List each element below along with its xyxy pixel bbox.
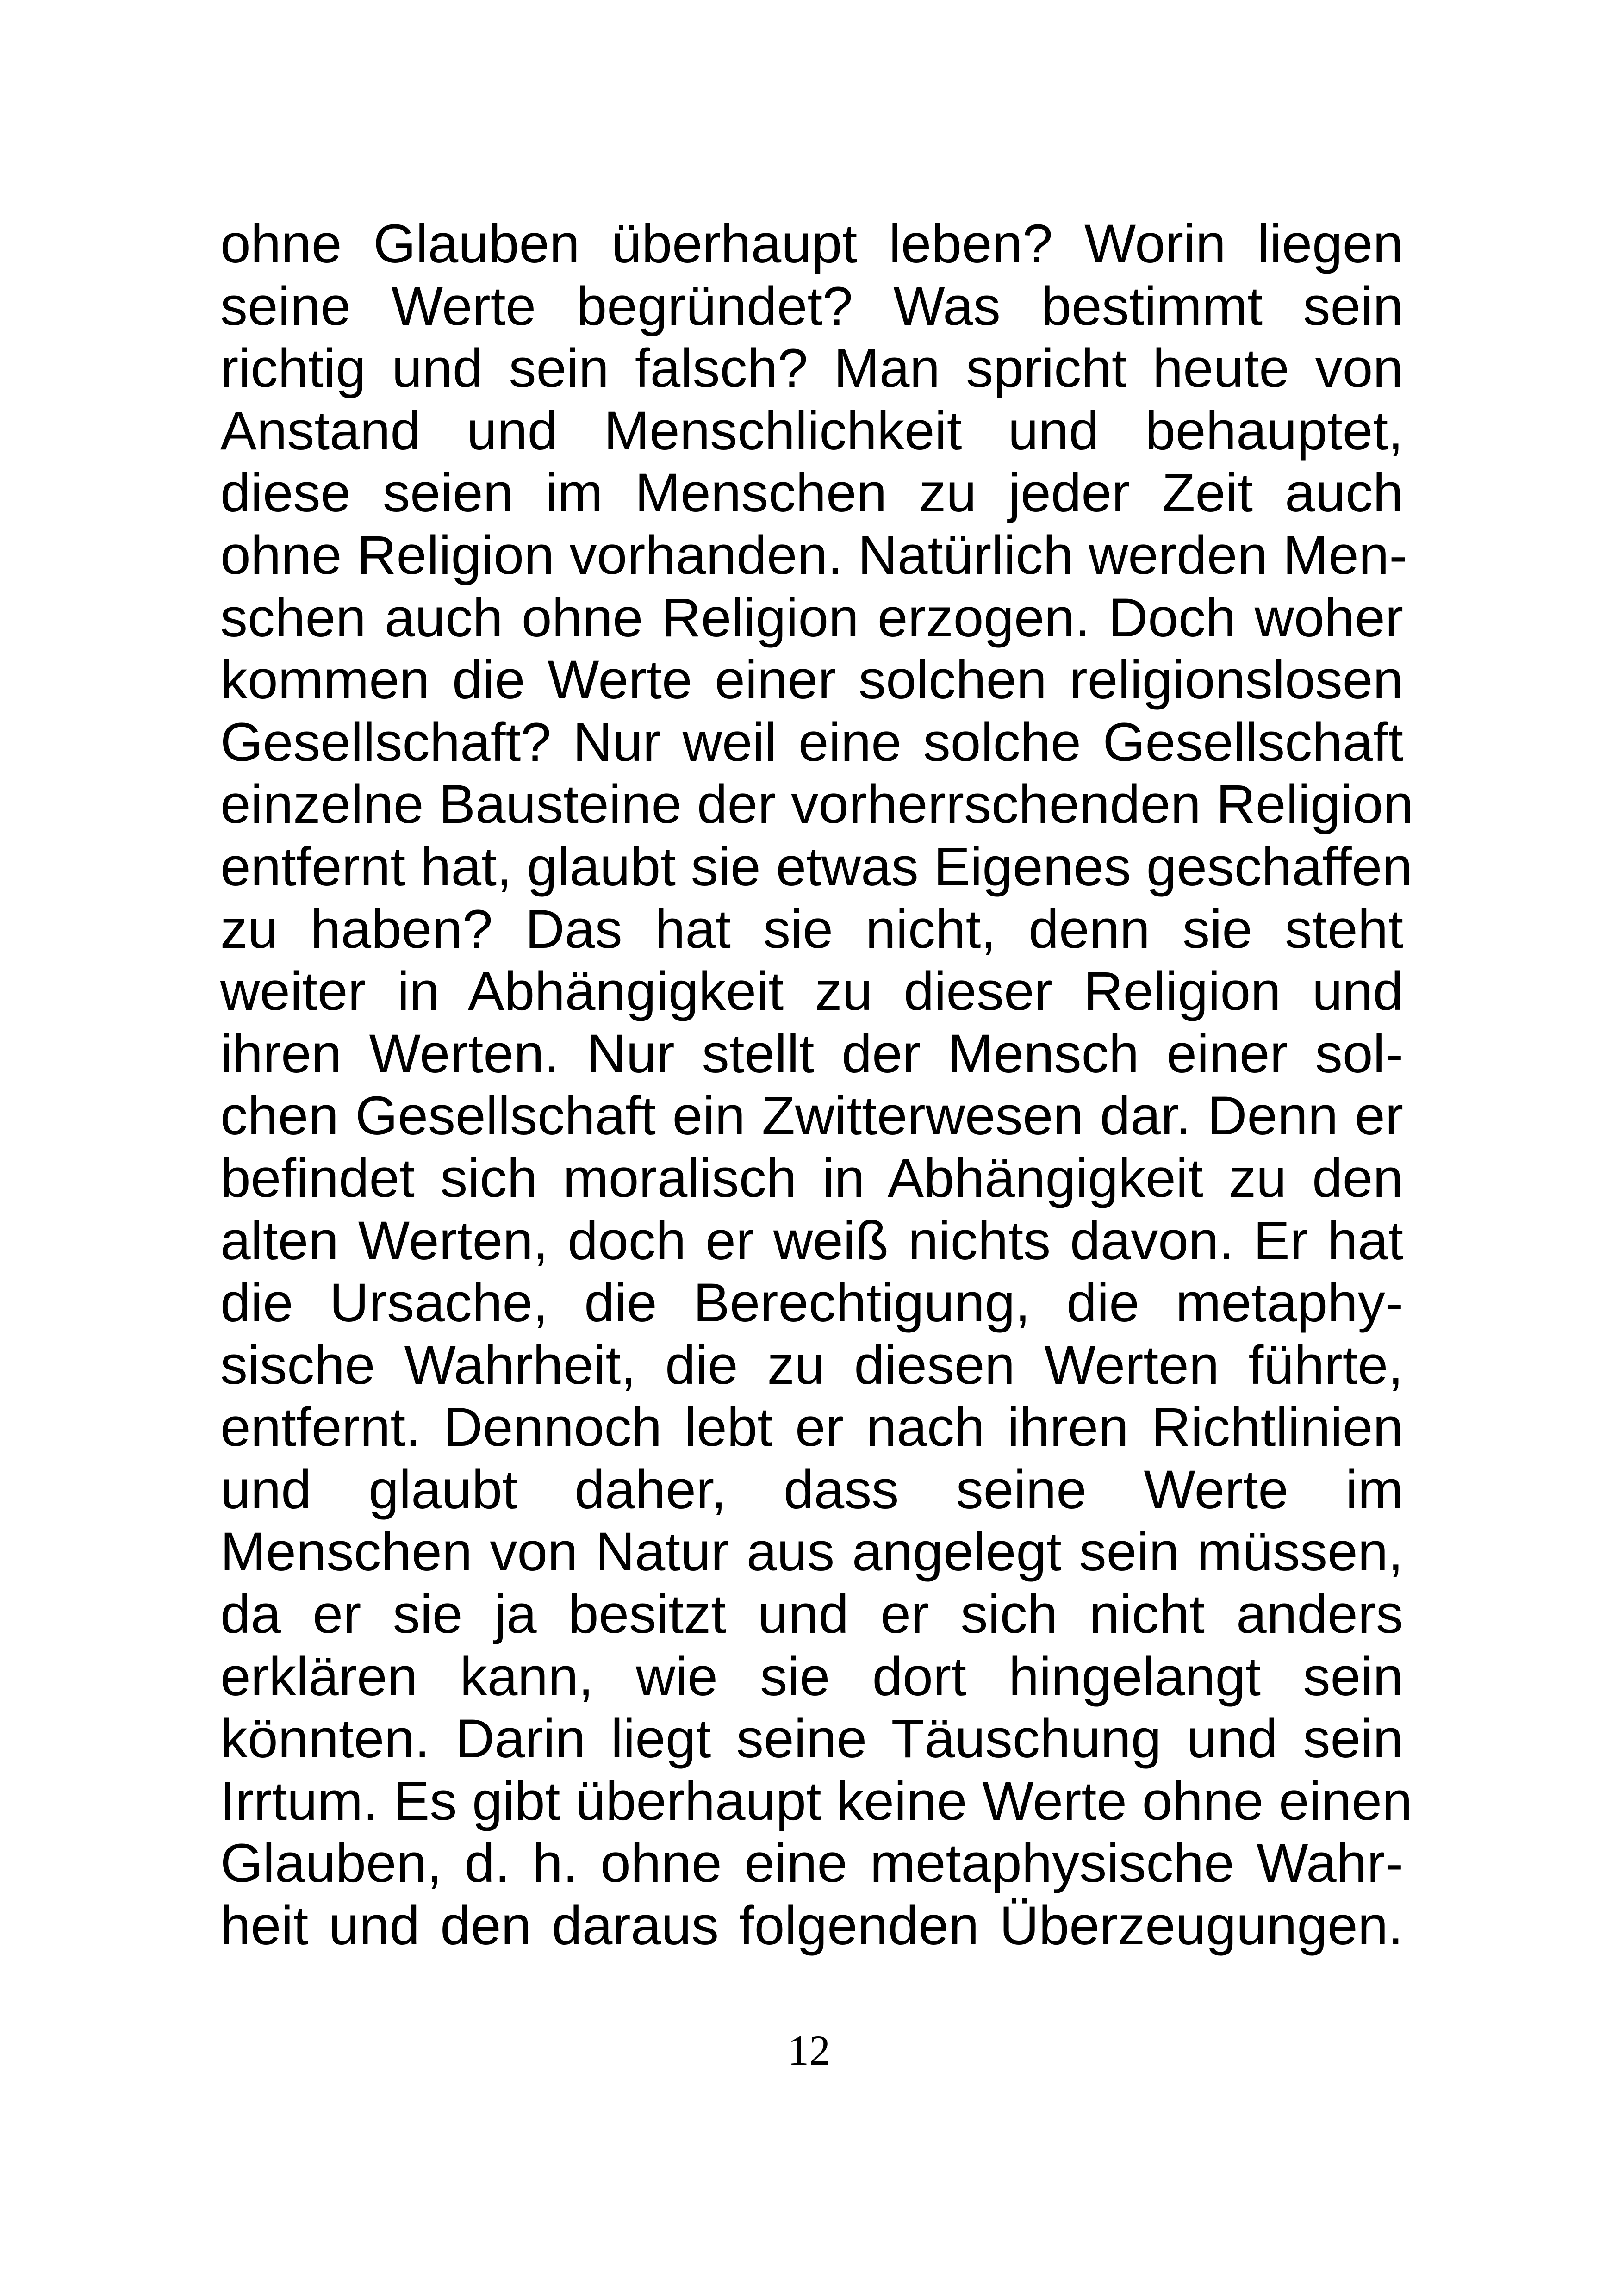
body-text (220, 213, 1413, 1957)
text-line-19: sische Wahrheit, die zu diesen Werten führte, (220, 1334, 1403, 1396)
page-number: 12 (788, 2027, 830, 2074)
text-line-26: Irrtum. Es gibt überhaupt keine Werte ohne einen (220, 1770, 1413, 1832)
text-line-3: richtig und sein falsch? Man spricht heute von (220, 338, 1403, 399)
text-line-24: erklären kann, wie sie dort hingelangt sein (220, 1646, 1403, 1707)
text-line-28: heit und den daraus folgenden Überzeugungen. (220, 1895, 1403, 1957)
text-line-10: einzelne Bausteine der vorherrschenden Religion (220, 774, 1413, 835)
text-line-11: entfernt hat, glaubt sie etwas Eigenes geschaffen (220, 836, 1413, 897)
text-line-22: Menschen von Natur aus angelegt sein müssen, (220, 1521, 1403, 1583)
text-line-7: schen auch ohne Religion erzogen. Doch woher (220, 587, 1403, 648)
text-line-27: Glauben, d. h. ohne eine metaphysische Wahr- (220, 1833, 1403, 1894)
text-line-15: chen Gesellschaft ein Zwitterwesen dar. Denn er (220, 1085, 1403, 1147)
text-line-16: befindet sich moralisch in Abhängigkeit zu den (220, 1147, 1403, 1209)
text-line-12: zu haben? Das hat sie nicht, denn sie steht (220, 898, 1403, 960)
text-line-18: die Ursache, die Berechtigung, die metaphy- (220, 1272, 1403, 1334)
text-line-4: Anstand und Menschlichkeit und behauptet, (220, 400, 1403, 461)
text-line-14: ihren Werten. Nur stellt der Mensch einer sol- (220, 1023, 1403, 1084)
text-line-23: da er sie ja besitzt und er sich nicht anders (220, 1584, 1403, 1645)
text-line-13: weiter in Abhängigkeit zu dieser Religion und (220, 961, 1403, 1022)
text-line-20: entfernt. Dennoch lebt er nach ihren Richtlinien (220, 1397, 1403, 1458)
text-line-25: könnten. Darin liegt seine Täuschung und sein (220, 1708, 1403, 1770)
text-line-6: ohne Religion vorhanden. Natürlich werden Men- (220, 524, 1407, 586)
text-line-17: alten Werten, doch er weiß nichts davon. Er hat (220, 1210, 1403, 1271)
text-line-5: diese seien im Menschen zu jeder Zeit auch (220, 462, 1403, 524)
text-line-9: Gesellschaft? Nur weil eine solche Gesellschaft (220, 711, 1403, 773)
text-line-21: und glaubt daher, dass seine Werte im (220, 1459, 1403, 1520)
text-line-2: seine Werte begründet? Was bestimmt sein (220, 275, 1403, 337)
text-line-1: ohne Glauben überhaupt leben? Worin liegen (220, 213, 1403, 274)
text-line-8: kommen die Werte einer solchen religionslosen (220, 649, 1403, 711)
